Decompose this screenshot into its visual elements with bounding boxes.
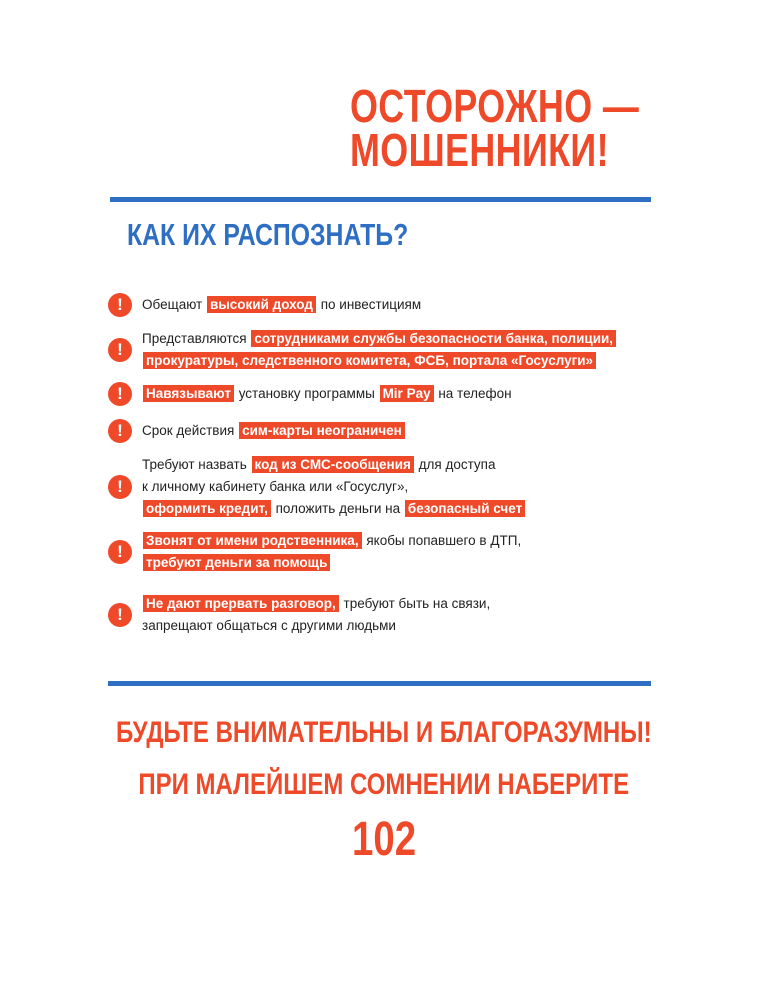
text-segment: Обещают (142, 297, 206, 312)
highlighted-phrase: сотрудниками службы безопасности банка, полиции, (251, 330, 616, 347)
footer-line-2 (0, 768, 768, 802)
warning-text-line (142, 350, 597, 372)
highlighted-phrase: безопасный счет (405, 500, 525, 517)
warning-text-line (142, 454, 495, 476)
title-line-1: ОСТОРОЖНО — (350, 80, 640, 132)
section-heading: КАК ИХ РАСПОЗНАТЬ? (127, 217, 409, 252)
exclamation-icon: ! (108, 338, 132, 362)
highlighted-phrase: оформить кредит, (143, 500, 271, 517)
highlighted-phrase: сим-карты неограничен (239, 422, 405, 439)
text-segment: на телефон (434, 386, 512, 401)
text-segment: Срок действия (142, 423, 239, 438)
highlighted-phrase: Не дают прервать разговор, (143, 595, 339, 612)
warning-text-line (142, 294, 421, 316)
warning-text-line (142, 498, 526, 520)
exclamation-icon: ! (108, 293, 132, 317)
text-segment: требуют быть на связи, (339, 596, 491, 611)
footer-line-2-text: ПРИ МАЛЕЙШЕМ СОМНЕНИИ НАБЕРИТЕ (138, 768, 630, 801)
warning-text-line (142, 615, 396, 637)
text-segment: якобы попавшего в ДТП, (362, 533, 522, 548)
text-segment: Требуют назвать (142, 457, 251, 472)
page-title (350, 80, 670, 176)
warning-text-line (142, 593, 490, 615)
text-segment: по инвестициям (316, 297, 422, 312)
highlighted-phrase: Звонят от имени родственника, (143, 532, 362, 549)
warning-text-line (142, 552, 331, 574)
warning-text-line (142, 476, 408, 498)
text-segment: установку программы (234, 386, 379, 401)
exclamation-icon: ! (108, 603, 132, 627)
top-divider (110, 197, 651, 202)
warning-text-line (142, 420, 406, 442)
highlighted-phrase: Mir Pay (380, 385, 434, 402)
bottom-divider (108, 681, 651, 686)
emergency-number (0, 812, 768, 867)
exclamation-icon: ! (108, 382, 132, 406)
text-segment: к личному кабинету банка или «Госуслуг», (142, 479, 409, 494)
footer-line-1-text: БУДЬТЕ ВНИМАТЕЛЬНЫ И БЛАГОРАЗУМНЫ! (116, 716, 652, 749)
highlighted-phrase: требуют деньги за помощь (143, 554, 330, 571)
exclamation-icon: ! (108, 419, 132, 443)
highlighted-phrase: прокуратуры, следственного комитета, ФСБ, портала «Госуслуги» (143, 352, 596, 369)
warning-text-line (142, 328, 617, 350)
warning-text-line (142, 383, 512, 405)
text-segment: Представляются (142, 331, 251, 346)
text-segment: для доступа (414, 457, 496, 472)
footer-line-1 (0, 716, 768, 750)
text-segment: запрещают общаться с другими людьми (142, 618, 396, 633)
warning-text-line (142, 530, 521, 552)
title-line-2: МОШЕННИКИ! (350, 124, 609, 176)
emergency-number-text: 102 (351, 813, 417, 866)
highlighted-phrase: код из СМС-сообщения (252, 456, 414, 473)
exclamation-icon: ! (108, 540, 132, 564)
highlighted-phrase: высокий доход (207, 296, 316, 313)
highlighted-phrase: Навязывают (143, 385, 234, 402)
exclamation-icon: ! (108, 475, 132, 499)
text-segment: положить деньги на (271, 501, 404, 516)
